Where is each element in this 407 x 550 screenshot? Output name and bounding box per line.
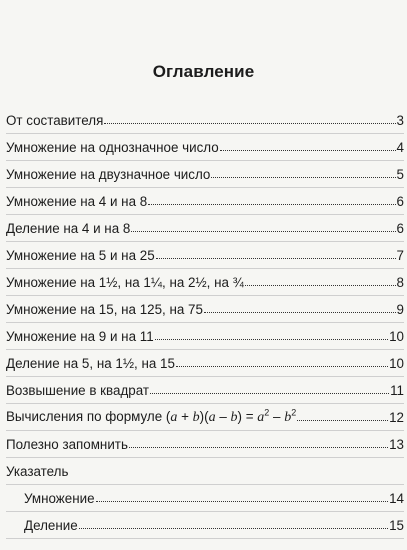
toc-row (6, 134, 404, 161)
toc-page: 4 (396, 139, 404, 155)
toc-page: 15 (389, 517, 404, 533)
toc-row (6, 188, 404, 215)
dot-leader (211, 164, 395, 178)
toc-label: Умножение на 9 и на 11 (6, 328, 154, 344)
toc-page: 5 (396, 166, 404, 182)
toc-page: 14 (389, 490, 404, 506)
toc-page: 6 (396, 193, 404, 209)
dot-leader (156, 245, 396, 259)
dot-leader (129, 434, 388, 448)
formula: $(a + b)(a - b) = a^2 - b^2$ (165, 407, 297, 425)
page-title: Оглавление (152, 62, 255, 81)
toc-page: 9 (396, 301, 404, 317)
toc-label: Деление (24, 517, 78, 533)
toc-label (6, 409, 296, 426)
dot-leader (245, 272, 396, 286)
dot-leader (131, 218, 395, 232)
toc-row (6, 215, 404, 242)
dot-leader (220, 137, 396, 151)
toc-page: 3 (396, 112, 404, 128)
dot-leader (79, 515, 388, 529)
dot-leader (176, 353, 388, 367)
toc-row (6, 323, 404, 350)
toc-row (6, 269, 404, 296)
toc-row (6, 404, 404, 431)
toc-label: Умножение на двузначное число (6, 166, 211, 182)
toc-label: Умножение на 1½, на 1¼, на 2½, на ¾ (6, 274, 244, 290)
toc-label: Умножение на 5 и на 25 (6, 247, 155, 263)
toc-label: Умножение на однозначное число (6, 139, 219, 155)
toc-row (6, 512, 404, 539)
toc-page: 7 (396, 247, 404, 263)
dot-leader (150, 380, 389, 394)
toc-label: Указатель (6, 463, 69, 479)
toc-label-text: Вычисления по формуле (6, 408, 163, 424)
toc-page: 8 (396, 274, 404, 290)
toc-label: Деление на 5, на 1½, на 15 (6, 355, 175, 371)
toc-label: Умножение (24, 490, 95, 506)
toc-row (6, 242, 404, 269)
toc-row (6, 296, 404, 323)
toc-page: 13 (389, 436, 404, 452)
dot-leader (104, 110, 395, 124)
dot-leader (155, 326, 388, 340)
toc-row (6, 350, 404, 377)
toc-page: 10 (389, 355, 404, 371)
toc-label: От составителя (6, 112, 104, 128)
table-of-contents (6, 107, 404, 539)
dot-leader (204, 299, 396, 313)
toc-label: Умножение на 4 и на 8 (6, 193, 148, 209)
toc-row (6, 107, 404, 134)
toc-row (6, 431, 404, 458)
toc-label: Умножение на 15, на 125, на 75 (6, 301, 203, 317)
toc-label: Полезно запомнить (6, 436, 128, 452)
toc-page: 6 (396, 220, 404, 236)
toc-page: 10 (389, 328, 404, 344)
toc-row (6, 485, 404, 512)
toc-label: Возвышение в квадрат (6, 382, 149, 398)
toc-row (6, 377, 404, 404)
toc-page: 12 (389, 409, 404, 425)
toc-label: Деление на 4 и на 8 (6, 220, 131, 236)
toc-page: 11 (390, 382, 404, 398)
dot-leader (148, 191, 395, 205)
toc-row (6, 161, 404, 188)
dot-leader (96, 488, 389, 502)
toc-row (6, 458, 404, 485)
dot-leader (297, 407, 388, 421)
